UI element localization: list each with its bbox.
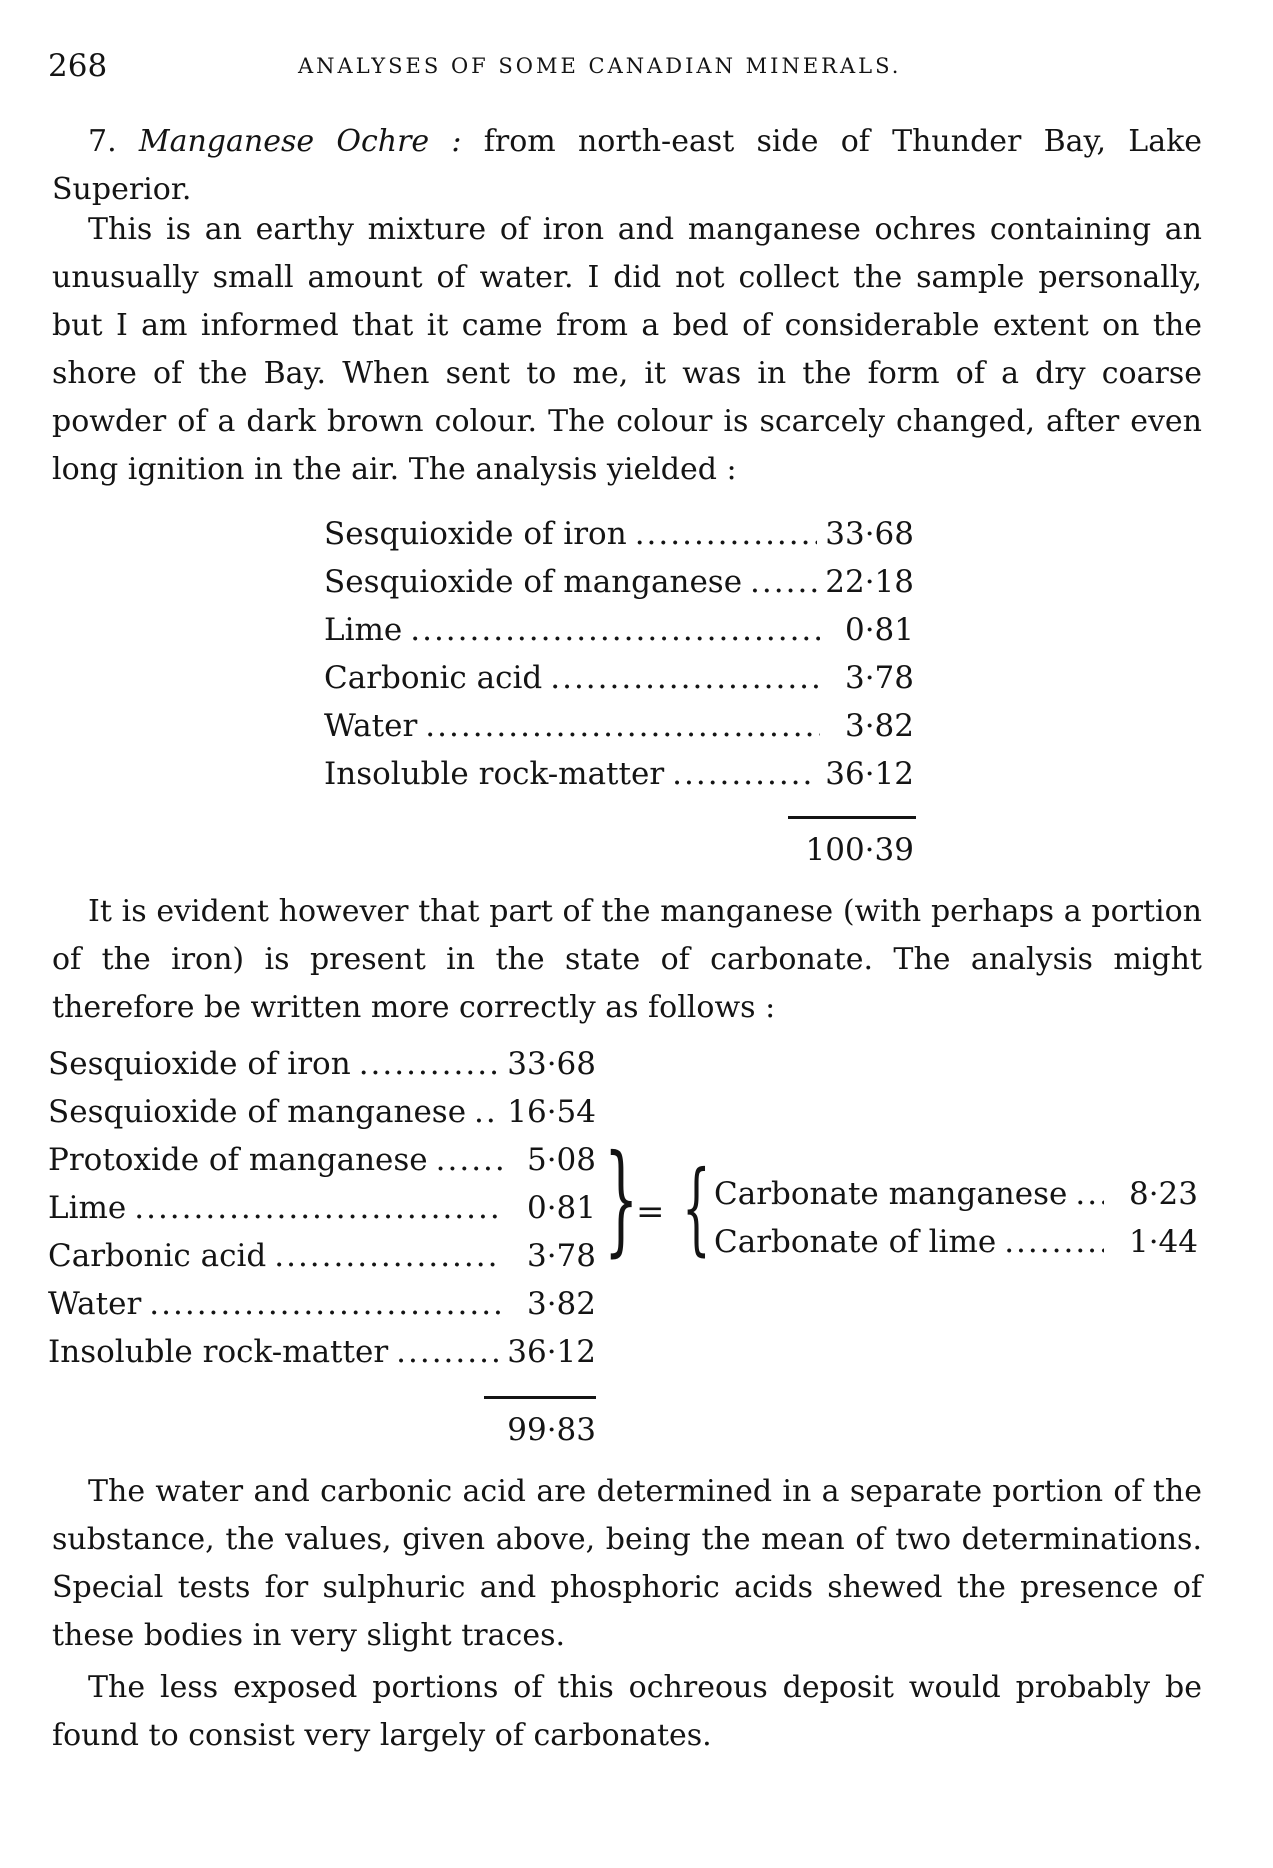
analysis2-row-label: Water xyxy=(48,1286,142,1322)
leader-dots xyxy=(474,1094,499,1130)
leader-dots xyxy=(550,660,820,696)
analysis1-row xyxy=(324,564,914,612)
analysis2-row-value: 3·82 xyxy=(526,1286,596,1322)
leader-dots xyxy=(1075,1176,1104,1212)
carbonate-value: 8·23 xyxy=(1128,1176,1198,1212)
carbonate-label: Carbonate of lime xyxy=(714,1224,997,1260)
leader-dots xyxy=(134,1190,502,1226)
analysis1-row-label: Carbonic acid xyxy=(324,660,543,696)
analysis2-row xyxy=(48,1046,596,1094)
analysis2-row xyxy=(48,1238,596,1286)
analysis1-row-label: Sesquioxide of manganese xyxy=(324,564,743,600)
paragraph-carbonate: It is evident however that part of the manganese (with perhaps a portion of the iron) is present in the state of carbonate. The analysis might therefore be written more correctly as follows : xyxy=(52,894,1202,1025)
analysis1-row-value: 22·18 xyxy=(825,564,914,600)
analysis2-row-value: 16·54 xyxy=(507,1094,596,1130)
analysis2-row xyxy=(48,1286,596,1334)
analysis2-row xyxy=(48,1190,596,1238)
leader-dots xyxy=(425,708,820,744)
section-title: Manganese Ochre : xyxy=(138,124,462,159)
analysis1-row-value: 36·12 xyxy=(825,756,914,792)
analysis2-row xyxy=(48,1334,596,1382)
analysis2-row-value: 3·78 xyxy=(526,1238,596,1274)
analysis2-row-label: Carbonic acid xyxy=(48,1238,267,1274)
equals-sign: = xyxy=(636,1192,665,1232)
analysis1-row-value: 33·68 xyxy=(825,516,914,552)
analysis1-row xyxy=(324,516,914,564)
leader-dots xyxy=(1004,1224,1104,1260)
analysis2-row-value: 33·68 xyxy=(507,1046,596,1082)
paragraph-conclusion: The less exposed portions of this ochreous deposit would probably be found to consist very largely of carbonates. xyxy=(52,1670,1202,1753)
leader-dots xyxy=(436,1142,502,1178)
leader-dots xyxy=(635,516,818,552)
analysis2-row-label: Protoxide of manganese xyxy=(48,1142,428,1178)
leader-dots xyxy=(149,1286,502,1322)
analysis2-row-label: Sesquioxide of iron xyxy=(48,1046,351,1082)
leader-dots xyxy=(396,1334,499,1370)
page-number: 268 xyxy=(48,48,108,84)
analysis2-total: 99·83 xyxy=(507,1412,596,1448)
carbonate-value: 1·44 xyxy=(1128,1224,1198,1260)
closing-brace: } xyxy=(604,1130,639,1269)
leader-dots xyxy=(359,1046,500,1082)
section-number: 7. xyxy=(88,124,117,159)
sum-rule xyxy=(788,816,916,819)
section-heading xyxy=(52,118,1202,214)
analysis2-row-label: Lime xyxy=(48,1190,127,1226)
analysis2-row-label: Sesquioxide of manganese xyxy=(48,1094,467,1130)
section-heading-rest: from north-east side of Thunder Bay, Lake Superior. xyxy=(52,124,1203,207)
sum-rule xyxy=(484,1396,596,1399)
analysis1-row-value: 3·82 xyxy=(844,708,914,744)
analysis1-row-label: Sesquioxide of iron xyxy=(324,516,627,552)
opening-brace: { xyxy=(682,1149,711,1266)
carbonate-label: Carbonate manganese xyxy=(714,1176,1068,1212)
paragraph-intro: This is an earthy mixture of iron and manganese ochres containing an unusually small amount of water. I did not collect the sample personally, but I am informed that it came from a bed of considerable extent on the shore of the Bay. When sent to me, it was in the form of a dry coarse powder of a dark brown colour. The colour is scarcely changed, after even long ignition in the air. The analysis yielded : xyxy=(52,212,1202,487)
analysis2-row-value: 5·08 xyxy=(526,1142,596,1178)
analysis1-row xyxy=(324,756,914,804)
analysis1-row xyxy=(324,660,914,708)
analysis1-row-label: Water xyxy=(324,708,418,744)
leader-dots xyxy=(750,564,817,600)
paragraph-methods: The water and carbonic acid are determined in a separate portion of the substance, the values, given above, being the mean of two determinations. Special tests for sulphuric and phosphoric acids shewed the presence of these bodies in very slight traces. xyxy=(52,1474,1202,1653)
analysis1-row-value: 3·78 xyxy=(844,660,914,696)
carbonate-row xyxy=(714,1224,1198,1272)
analysis2-row-value: 36·12 xyxy=(507,1334,596,1370)
page-header xyxy=(48,48,1198,94)
analysis2-row xyxy=(48,1094,596,1142)
analysis1-row-label: Insoluble rock-matter xyxy=(324,756,665,792)
leader-dots xyxy=(672,756,817,792)
analysis2-row-label: Insoluble rock-matter xyxy=(48,1334,389,1370)
leader-dots xyxy=(410,612,820,648)
leader-dots xyxy=(274,1238,502,1274)
analysis1-row xyxy=(324,612,914,660)
running-title: ANALYSES OF SOME CANADIAN MINERALS. xyxy=(298,54,902,78)
analysis1-row-label: Lime xyxy=(324,612,403,648)
analysis1-total: 100·39 xyxy=(805,832,914,868)
analysis1-row xyxy=(324,708,914,756)
analysis1-row-value: 0·81 xyxy=(844,612,914,648)
analysis2-row-value: 0·81 xyxy=(526,1190,596,1226)
analysis2-row xyxy=(48,1142,596,1190)
carbonate-row xyxy=(714,1176,1198,1224)
